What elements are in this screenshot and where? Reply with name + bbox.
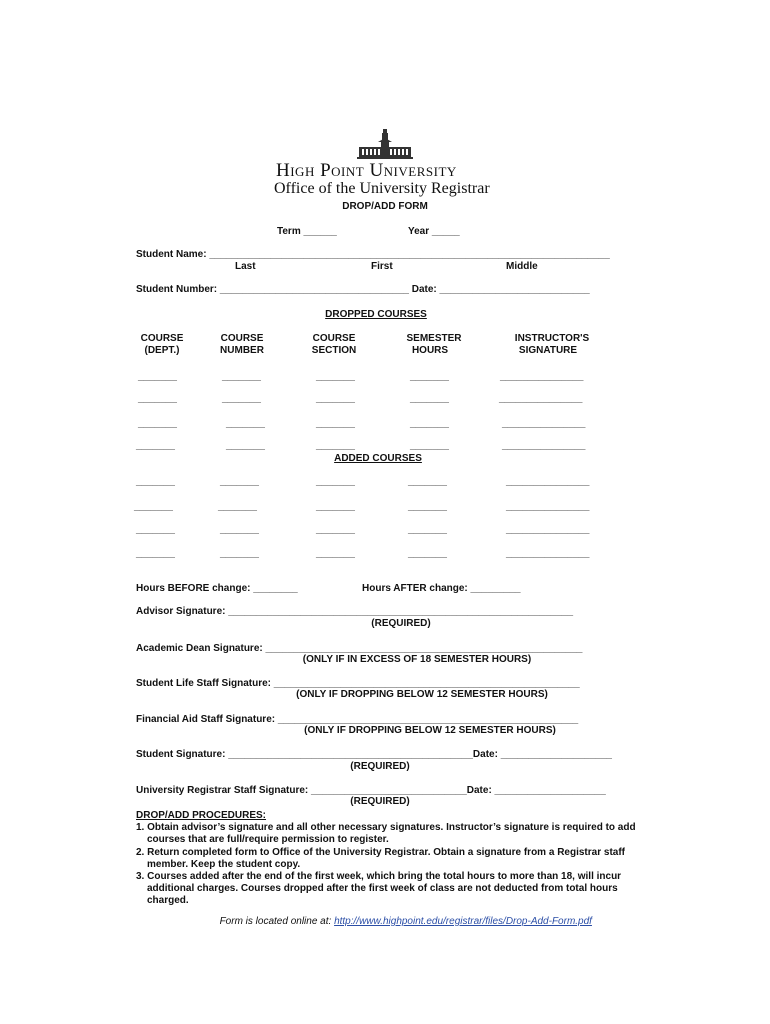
form-location-caption: Form is located online at: xyxy=(219,916,335,927)
added-row-3-section[interactable]: _______ xyxy=(316,524,355,535)
student-life-condition-note: (ONLY IF DROPPING BELOW 12 SEMESTER HOURS) xyxy=(296,689,548,700)
added-row-2-number[interactable]: _______ xyxy=(218,501,257,512)
added-courses-title: ADDED COURSES xyxy=(334,453,422,464)
added-row-1-signature[interactable]: _______________ xyxy=(506,476,590,487)
added-row-4-signature[interactable]: _______________ xyxy=(506,548,590,559)
dropped-row-2-number[interactable]: _______ xyxy=(222,393,261,404)
col-header-number: COURSE xyxy=(220,333,264,344)
added-row-1-hours[interactable]: _______ xyxy=(408,476,447,487)
dropped-row-2-signature[interactable]: _______________ xyxy=(499,393,583,404)
added-row-4-section[interactable]: _______ xyxy=(316,548,355,559)
dropped-row-3-section[interactable]: _______ xyxy=(316,418,355,429)
dropped-row-4-hours[interactable]: _______ xyxy=(410,440,449,451)
added-row-4-number[interactable]: _______ xyxy=(220,548,259,559)
dropped-row-2-hours[interactable]: _______ xyxy=(410,393,449,404)
added-row-4-dept[interactable]: _______ xyxy=(136,548,175,559)
dropped-row-4-dept[interactable]: _______ xyxy=(136,440,175,451)
hours-before-field[interactable]: Hours BEFORE change: ________ xyxy=(136,583,298,594)
col-header-section: COURSE xyxy=(312,333,356,344)
dropped-row-1-signature[interactable]: _______________ xyxy=(500,371,584,382)
procedure-item-3: 3. Courses added after the end of the first week, which bring the total hours to more than 18, will incur additional charges. Courses dropped after the first week of class are not deducted from total hours charged. xyxy=(136,871,622,907)
advisor-required-note: (REQUIRED) xyxy=(371,618,431,629)
form-location-line xyxy=(214,904,592,928)
col-header-number-sub: NUMBER xyxy=(220,345,264,356)
university-building-logo xyxy=(355,128,415,160)
col-header-dept: COURSE xyxy=(140,333,184,344)
dropped-row-3-hours[interactable]: _______ xyxy=(410,418,449,429)
dropped-row-2-dept[interactable]: _______ xyxy=(138,393,177,404)
dropped-row-3-dept[interactable]: _______ xyxy=(138,418,177,429)
financial-aid-signature-field[interactable]: Financial Aid Staff Signature: ______________________________________________________ xyxy=(136,714,579,725)
registrar-required-note: (REQUIRED) xyxy=(350,796,410,807)
dropped-row-4-number[interactable]: _______ xyxy=(226,440,265,451)
added-row-2-dept[interactable]: _______ xyxy=(134,501,173,512)
dropped-row-4-signature[interactable]: _______________ xyxy=(502,440,586,451)
student-required-note: (REQUIRED) xyxy=(350,761,410,772)
col-header-signature: INSTRUCTOR'S xyxy=(514,333,590,344)
financial-aid-condition-note: (ONLY IF DROPPING BELOW 12 SEMESTER HOURS) xyxy=(304,725,556,736)
dropped-row-1-number[interactable]: _______ xyxy=(222,371,261,382)
col-header-hours-sub: HOURS xyxy=(411,345,449,356)
term-field[interactable]: Term ______ xyxy=(277,226,337,237)
registrar-signature-field[interactable]: University Registrar Staff Signature: ____________________________Date: ____________________ xyxy=(136,785,606,796)
dropped-row-1-dept[interactable]: _______ xyxy=(138,371,177,382)
student-signature-field[interactable]: Student Signature: ____________________________________________Date: ____________________ xyxy=(136,749,612,760)
added-row-4-hours[interactable]: _______ xyxy=(408,548,447,559)
university-name: High Point University xyxy=(276,160,457,181)
col-header-dept-sub: (DEPT.) xyxy=(144,345,180,356)
name-last-label: Last xyxy=(235,261,256,272)
added-row-3-signature[interactable]: _______________ xyxy=(506,524,590,535)
dean-condition-note: (ONLY IF IN EXCESS OF 18 SEMESTER HOURS) xyxy=(302,654,532,665)
procedure-item-2: 2. Return completed form to Office of the University Registrar. Obtain a signature from a Registrar staff member. Keep the student copy. xyxy=(136,846,625,870)
col-header-section-sub: SECTION xyxy=(311,345,357,356)
added-row-2-section[interactable]: _______ xyxy=(316,501,355,512)
dropped-courses-title: DROPPED COURSES xyxy=(325,309,427,320)
added-row-1-dept[interactable]: _______ xyxy=(136,476,175,487)
dropped-row-3-signature[interactable]: _______________ xyxy=(502,418,586,429)
col-header-signature-sub: SIGNATURE xyxy=(518,345,578,356)
dropped-row-4-section[interactable]: _______ xyxy=(316,440,355,451)
dropped-row-1-section[interactable]: _______ xyxy=(316,371,355,382)
dropped-row-2-section[interactable]: _______ xyxy=(316,393,355,404)
hours-after-field[interactable]: Hours AFTER change: _________ xyxy=(362,583,521,594)
student-name-field[interactable]: Student Name: ________________________________________________________________________ xyxy=(136,249,610,260)
procedure-item-1: 1. Obtain advisor’s signature and all other necessary signatures. Instructor’s signature is required to add courses that are full/require permission to register. xyxy=(136,822,636,846)
added-row-3-hours[interactable]: _______ xyxy=(408,524,447,535)
student-number-field[interactable]: Student Number: __________________________________ Date: ___________________________ xyxy=(136,284,590,295)
year-field[interactable]: Year _____ xyxy=(408,226,460,237)
form-location-link[interactable]: http://www.highpoint.edu/registrar/files/Drop-Add-Form.pdf xyxy=(334,916,592,927)
dean-signature-field[interactable]: Academic Dean Signature: _________________________________________________________ xyxy=(136,643,583,654)
added-row-3-number[interactable]: _______ xyxy=(220,524,259,535)
added-row-1-number[interactable]: _______ xyxy=(220,476,259,487)
office-name: Office of the University Registrar xyxy=(274,180,490,197)
dropped-row-1-hours[interactable]: _______ xyxy=(410,371,449,382)
added-row-2-hours[interactable]: _______ xyxy=(408,501,447,512)
student-life-signature-field[interactable]: Student Life Staff Signature: _______________________________________________________ xyxy=(136,678,580,689)
name-middle-label: Middle xyxy=(506,261,538,272)
added-row-3-dept[interactable]: _______ xyxy=(136,524,175,535)
advisor-signature-field[interactable]: Advisor Signature: ______________________________________________________________ xyxy=(136,606,574,617)
procedures-title: DROP/ADD PROCEDURES: xyxy=(136,810,267,821)
name-first-label: First xyxy=(371,261,393,272)
procedures-section xyxy=(136,810,636,908)
form-title: DROP/ADD FORM xyxy=(342,201,428,212)
col-header-hours: SEMESTER xyxy=(406,333,462,344)
added-row-1-section[interactable]: _______ xyxy=(316,476,355,487)
added-row-2-signature[interactable]: _______________ xyxy=(506,501,590,512)
dropped-row-3-number[interactable]: _______ xyxy=(226,418,265,429)
